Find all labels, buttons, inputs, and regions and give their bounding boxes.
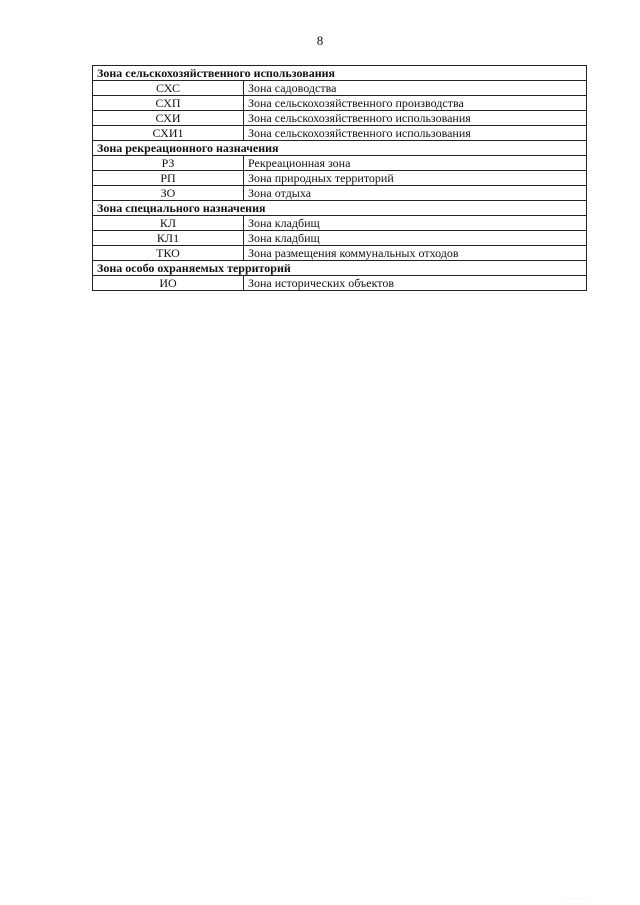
group-header-row	[93, 261, 587, 276]
table-row	[93, 156, 587, 171]
zone-description: Зона сельскохозяйственного использования	[244, 126, 587, 141]
table-row	[93, 246, 587, 261]
group-title: Зона специального назначения	[93, 201, 587, 216]
table-row	[93, 111, 587, 126]
zone-code: РП	[93, 171, 244, 186]
group-title: Зона рекреационного назначения	[93, 141, 587, 156]
zone-code: КЛ	[93, 216, 244, 231]
table-row	[93, 231, 587, 246]
zone-code: ЗО	[93, 186, 244, 201]
zone-description: Зона садоводства	[244, 81, 587, 96]
zone-description: Рекреационная зона	[244, 156, 587, 171]
group-title: Зона особо охраняемых территорий	[93, 261, 587, 276]
group-header-row	[93, 66, 587, 81]
table-row	[93, 171, 587, 186]
table-row	[93, 126, 587, 141]
group-header-row	[93, 141, 587, 156]
table-row	[93, 81, 587, 96]
zone-description: Зона кладбищ	[244, 231, 587, 246]
zone-description: Зона сельскохозяйственного использования	[244, 111, 587, 126]
scan-artifact-mark: · · · · · ·	[565, 896, 589, 901]
table-row	[93, 276, 587, 291]
group-header-row	[93, 201, 587, 216]
zone-code: КЛ1	[93, 231, 244, 246]
table-row	[93, 96, 587, 111]
zone-description: Зона природных территорий	[244, 171, 587, 186]
zone-description: Зона размещения коммунальных отходов	[244, 246, 587, 261]
zone-description: Зона сельскохозяйственного производства	[244, 96, 587, 111]
zone-code: СХС	[93, 81, 244, 96]
zone-description: Зона исторических объектов	[244, 276, 587, 291]
zone-code: ИО	[93, 276, 244, 291]
table-row	[93, 186, 587, 201]
zone-code: СХИ	[93, 111, 244, 126]
page-number: 8	[316, 33, 324, 48]
zone-description: Зона отдыха	[244, 186, 587, 201]
zone-code: ТКО	[93, 246, 244, 261]
zone-code: СХИ1	[93, 126, 244, 141]
table-row	[93, 216, 587, 231]
zone-code: СХП	[93, 96, 244, 111]
zones-table	[92, 65, 587, 291]
group-title: Зона сельскохозяйственного использования	[93, 66, 587, 81]
zone-description: Зона кладбищ	[244, 216, 587, 231]
zone-code: РЗ	[93, 156, 244, 171]
